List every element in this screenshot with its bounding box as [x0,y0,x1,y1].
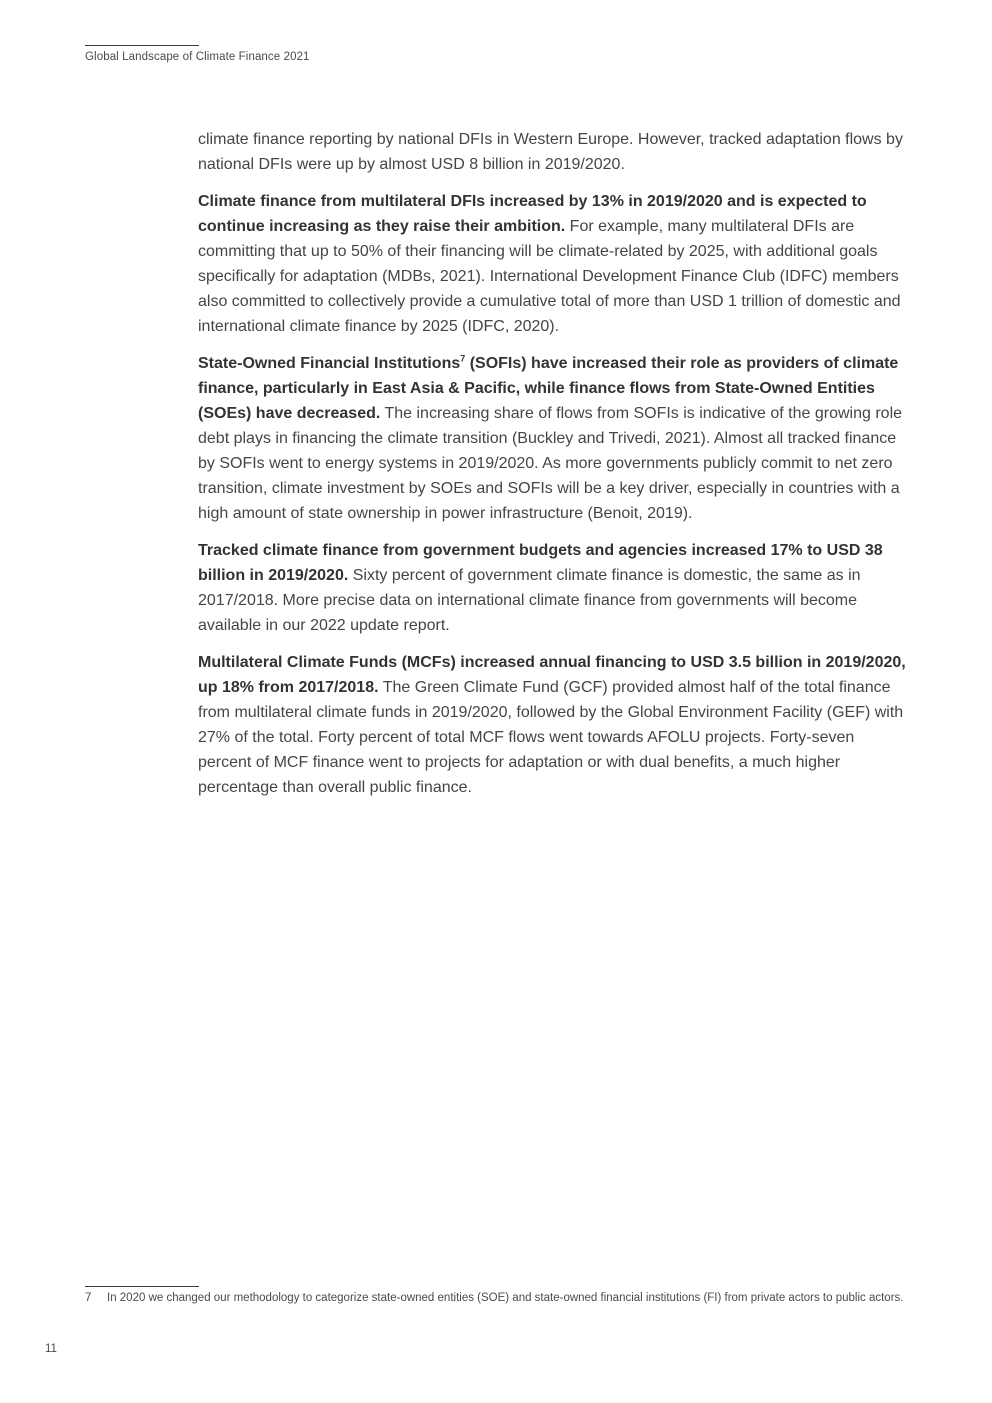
body-text [198,127,910,812]
footnote-rule [85,1286,199,1287]
paragraph-body: Sixty percent of government climate finance is domestic, the same as in 2017/2018. More precise data on international climate finance from governments will become available in our 2022 update report. [198,567,861,634]
paragraph-multilateral-dfis [198,189,910,339]
footnote [85,1290,907,1306]
paragraph-national-dfis [198,127,910,177]
paragraph-mcfs [198,650,910,800]
header-rule [85,45,199,46]
page-number: 11 [45,1343,57,1355]
paragraph-sofis [198,351,910,526]
footnote-ref-7[interactable]: 7 [460,353,466,364]
paragraph-lead: Tracked climate finance from government budgets and agencies increased 17% to USD 38 billion in 2019/2020. [198,542,883,584]
paragraph-body: climate finance reporting by national DFIs in Western Europe. However, tracked adaptation flows by national DFIs were up by almost USD 8 billion in 2019/2020. [198,131,903,173]
paragraph-body: The increasing share of flows from SOFIs is indicative of the growing role debt plays in financing the climate transition (Buckley and Trivedi, 2021). Almost all tracked finance by SOFIs went to energy systems in 2019/2020. As more governments publicly commit to net zero transition, climate investment by SOEs and SOFIs will be a key driver, especially in countries with a high amount of state ownership in power infrastructure (Benoit, 2019). [198,405,903,522]
paragraph-government-budgets [198,538,910,638]
footnote-number: 7 [85,1292,92,1304]
paragraph-body: The Green Climate Fund (GCF) provided almost half of the total finance from multilateral climate funds in 2019/2020, followed by the Global Environment Facility (GEF) with 27% of the total. Forty percent of total MCF flows went towards AFOLU projects. Forty-seven percent of MCF finance went to projects for adaptation or with dual benefits, a much higher percentage than overall public finance. [198,679,904,796]
paragraph-lead: Multilateral Climate Funds (MCFs) increased annual financing to USD 3.5 billion in 2019/2020, up 18% from 2017/2018. [198,654,906,696]
paragraph-lead: Climate finance from multilateral DFIs increased by 13% in 2019/2020 and is expected to continue increasing as they raise their ambition. [198,193,867,235]
lead-part-a: State-Owned Financial Institutions [198,355,461,372]
running-header: Global Landscape of Climate Finance 2021 [85,51,310,63]
footnote-text: In 2020 we changed our methodology to categorize state-owned entities (SOE) and state-owned financial institutions (FI) from private actors to public actors. [107,1292,904,1304]
lead-part-b: (SOFIs) have increased their role as providers of climate finance, particularly in East Asia & Pacific, while finance flows from State-Owned Entities (SOEs) have decreased. [198,355,899,422]
paragraph-body: For example, many multilateral DFIs are committing that up to 50% of their financing will be climate-related by 2025, with additional goals specifically for adaptation (MDBs, 2021). International Development Finance Club (IDFC) members also committed to collectively provide a cumulative total of more than USD 1 trillion of domestic and international climate finance by 2025 (IDFC, 2020). [198,218,901,335]
